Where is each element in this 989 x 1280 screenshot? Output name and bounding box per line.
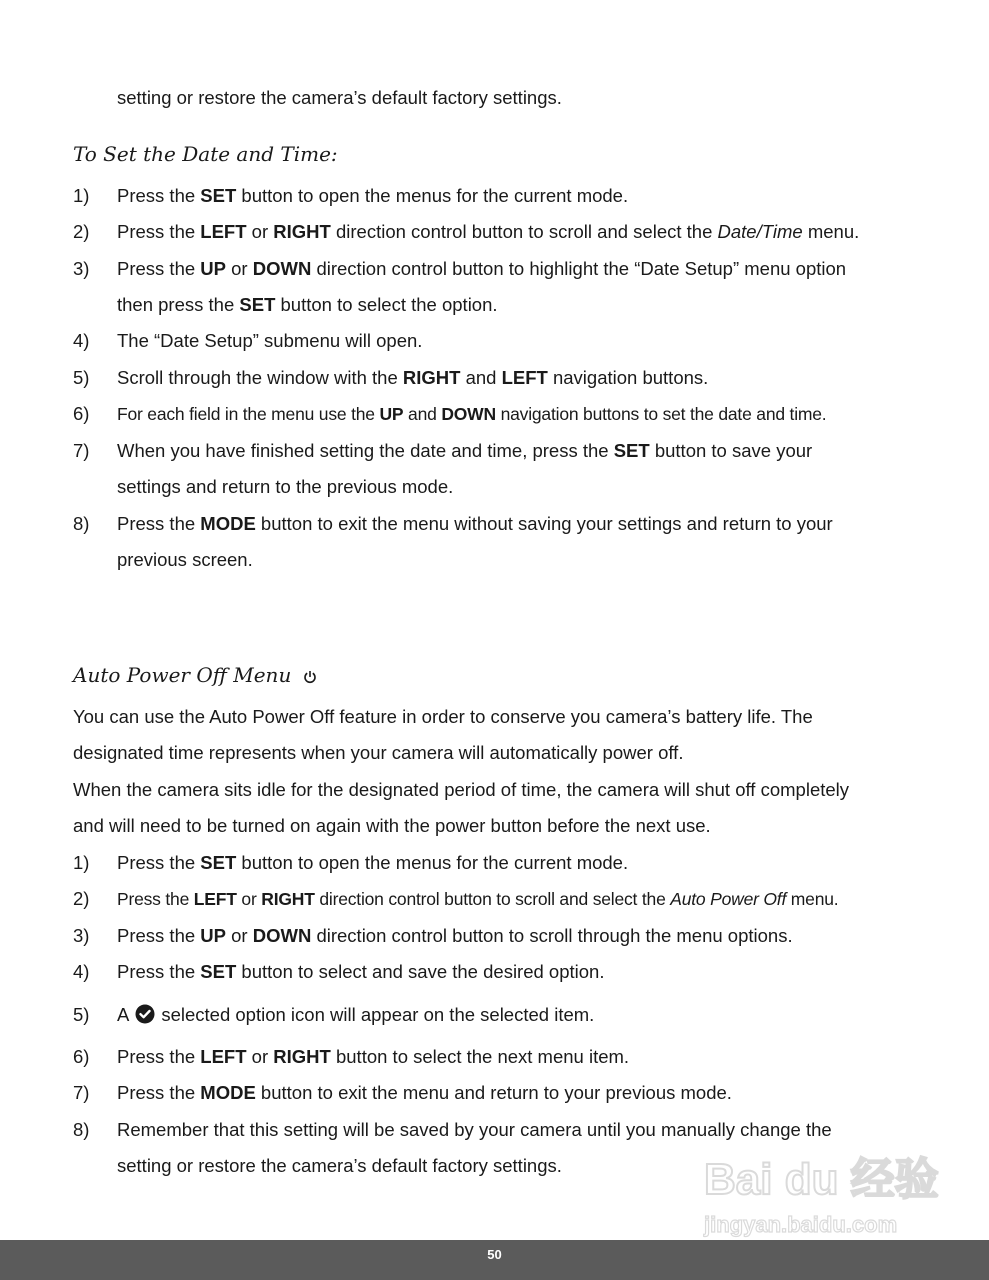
date-step-2: Press the LEFT or RIGHT direction control button to scroll and select the Date/Time menu.: [117, 221, 860, 242]
step-number: 7): [73, 440, 90, 461]
watermark-url: jingyan.baidu.com: [704, 1212, 898, 1237]
date-time-heading: To Set the Date and Time:: [73, 142, 338, 166]
step-number: 3): [73, 925, 90, 946]
step-number: 2): [73, 888, 90, 909]
step-number: 8): [73, 513, 90, 534]
page-footer: [0, 1240, 989, 1280]
date-step-5: Scroll through the window with the RIGHT and LEFT navigation buttons.: [117, 367, 709, 388]
page-number: 50: [487, 1247, 502, 1262]
date-step-7: When you have finished setting the date and time, press the SET button to save your: [117, 440, 813, 461]
auto-power-off-heading: Auto Power Off Menu: [73, 662, 317, 690]
step-number: 4): [73, 961, 90, 982]
power-step-6: Press the LEFT or RIGHT button to select the next menu item.: [117, 1046, 630, 1067]
baidu-watermark: [700, 1140, 940, 1240]
date-step-3-continued: then press the SET button to select the option.: [117, 294, 498, 315]
step-number: 6): [73, 1046, 90, 1067]
date-step-8-continued: previous screen.: [117, 549, 253, 570]
step-number: 5): [73, 1004, 90, 1025]
intro-paragraph-line: designated time represents when your camera will automatically power off.: [73, 742, 684, 763]
step-number: 8): [73, 1119, 90, 1140]
date-step-6: For each field in the menu use the UP and DOWN navigation buttons to set the date and time.: [117, 404, 827, 424]
step-number: 3): [73, 258, 90, 279]
step-number: 2): [73, 221, 90, 242]
intro-continuation: setting or restore the camera’s default factory settings.: [117, 87, 562, 108]
watermark-brand: Bai du 经验: [704, 1155, 939, 1204]
idle-paragraph-line: When the camera sits idle for the designated period of time, the camera will shut off completely: [73, 779, 850, 800]
step-number: 4): [73, 330, 90, 351]
step-number: 1): [73, 185, 90, 206]
power-step-7: Press the MODE button to exit the menu and return to your previous mode.: [117, 1082, 732, 1103]
date-step-3: Press the UP or DOWN direction control button to highlight the “Date Setup” menu option: [117, 258, 847, 279]
power-step-8: Remember that this setting will be saved by your camera until you manually change the: [117, 1119, 832, 1140]
power-icon: [303, 664, 317, 690]
power-step-2: Press the LEFT or RIGHT direction control button to scroll and select the Auto Power Off menu.: [117, 889, 839, 909]
date-step-4: The “Date Setup” submenu will open.: [117, 330, 423, 351]
idle-paragraph-line: and will need to be turned on again with the power button before the next use.: [73, 815, 711, 836]
step-number: 6): [73, 403, 90, 424]
step-number: 1): [73, 852, 90, 873]
date-step-7-continued: settings and return to the previous mode.: [117, 476, 454, 497]
check-circle-icon: [135, 1004, 155, 1030]
power-step-5: A selected option icon will appear on the selected item.: [117, 1003, 594, 1030]
power-step-3: Press the UP or DOWN direction control button to scroll through the menu options.: [117, 925, 793, 946]
power-step-1: Press the SET button to open the menus for the current mode.: [117, 852, 629, 873]
date-step-8: Press the MODE button to exit the menu without saving your settings and return to your: [117, 513, 833, 534]
power-step-8-continued: setting or restore the camera’s default factory settings.: [117, 1155, 562, 1176]
intro-paragraph-line: You can use the Auto Power Off feature in order to conserve you camera’s battery life. The: [73, 706, 813, 727]
step-number: 5): [73, 367, 90, 388]
date-step-1: Press the SET button to open the menus for the current mode.: [117, 185, 629, 206]
step-number: 7): [73, 1082, 90, 1103]
power-step-4: Press the SET button to select and save the desired option.: [117, 961, 605, 982]
